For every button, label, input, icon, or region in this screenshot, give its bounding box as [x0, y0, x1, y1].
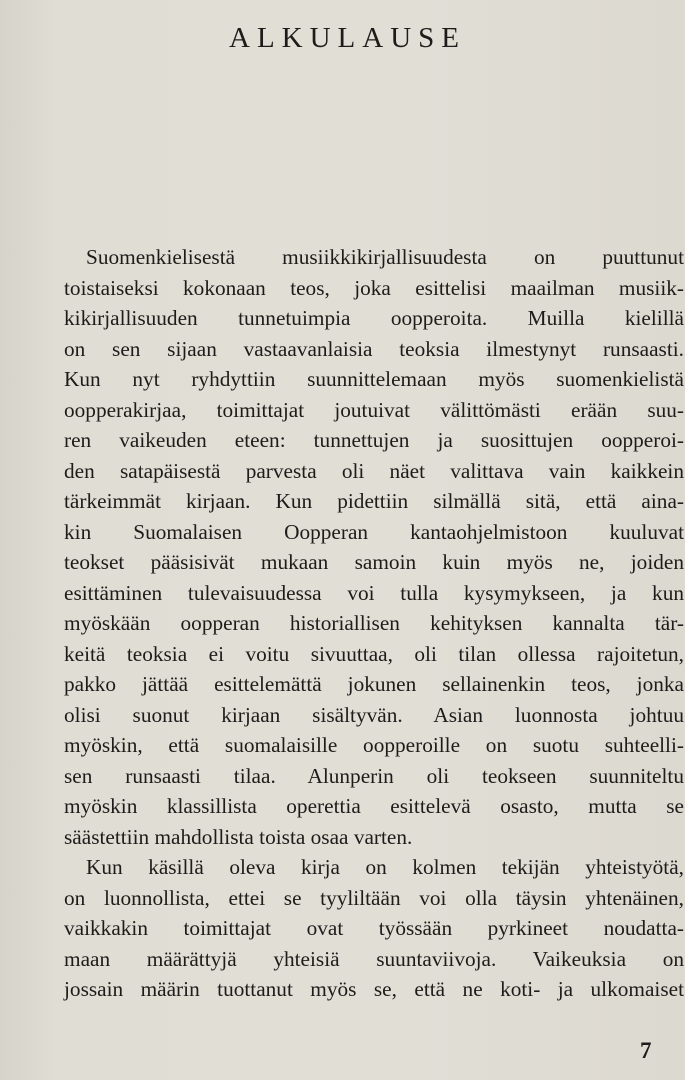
text-line: myöskään oopperan historiallisen kehityksen kannalta tär- — [64, 611, 684, 635]
page-number: 7 — [640, 1038, 652, 1063]
text-line: myöskin, että suomalaisille oopperoille on suotu suhteelli- — [64, 733, 684, 757]
text-line: vaikkakin toimittajat ovat työssään pyrkineet noudatta- — [64, 916, 684, 940]
text-line: kin Suomalaisen Oopperan kantaohjelmistoon kuuluvat — [64, 519, 684, 544]
text-line: Kun nyt ryhdyttiin suunnittelemaan myös suomenkielistä — [64, 367, 684, 391]
text-line: on sen sijaan vastaavanlaisia teoksia ilmestynyt runsaasti. — [64, 336, 684, 361]
text-line: Kun käsillä oleva kirja on kolmen tekijän yhteistyötä, — [86, 855, 684, 879]
text-line: sen runsaasti tilaa. Alunperin oli teokseen suunniteltu — [64, 763, 684, 788]
text-line: ren vaikeuden eteen: tunnettujen ja suosittujen oopperoi- — [64, 428, 684, 452]
text-line: kikirjallisuuden tunnetuimpia oopperoita. Muilla kielillä — [64, 306, 684, 330]
text-line: keitä teoksia ei voitu sivuuttaa, oli tilan ollessa rajoitetun, — [64, 641, 684, 666]
text-line: maan määrättyjä yhteisiä suuntaviivoja. Vaikeuksia on — [64, 946, 684, 971]
text-line: jossain määrin tuottanut myös se, että ne koti- ja ulkomaiset — [64, 977, 684, 1001]
body-text — [64, 242, 684, 1005]
text-line: toistaiseksi kokonaan teos, joka esittelisi maailman musiik- — [64, 275, 684, 300]
text-line: säästettiin mahdollista toista osaa varten. — [64, 824, 413, 849]
text-line: olisi suonut kirjaan sisältyvän. Asian luonnosta johtuu — [64, 702, 684, 727]
text-line: Suomenkielisestä musiikkikirjallisuudesta on puuttunut — [86, 245, 684, 269]
page-title: ALKULAUSE — [229, 22, 466, 54]
paragraph — [64, 852, 684, 1005]
text-line: myöskin klassillista operettia esittelevä osasto, mutta se — [64, 794, 684, 818]
text-line: esittäminen tulevaisuudessa voi tulla kysymykseen, ja kun — [64, 580, 684, 605]
text-line: pakko jättää esittelemättä jokunen sellainenkin teos, jonka — [64, 672, 684, 696]
text-line: tärkeimmät kirjaan. Kun pidettiin silmällä sitä, että aina- — [64, 489, 684, 513]
text-line: teokset pääsisivät mukaan samoin kuin myös ne, joiden — [64, 550, 684, 574]
paragraph — [64, 242, 684, 852]
text-line: oopperakirjaa, toimittajat joutuivat välittömästi erään suu- — [64, 397, 684, 422]
text-line: den satapäisestä parvesta oli näet valittava vain kaikkein — [64, 458, 684, 483]
text-line: on luonnollista, ettei se tyyliltään voi olla täysin yhtenäinen, — [64, 885, 684, 910]
